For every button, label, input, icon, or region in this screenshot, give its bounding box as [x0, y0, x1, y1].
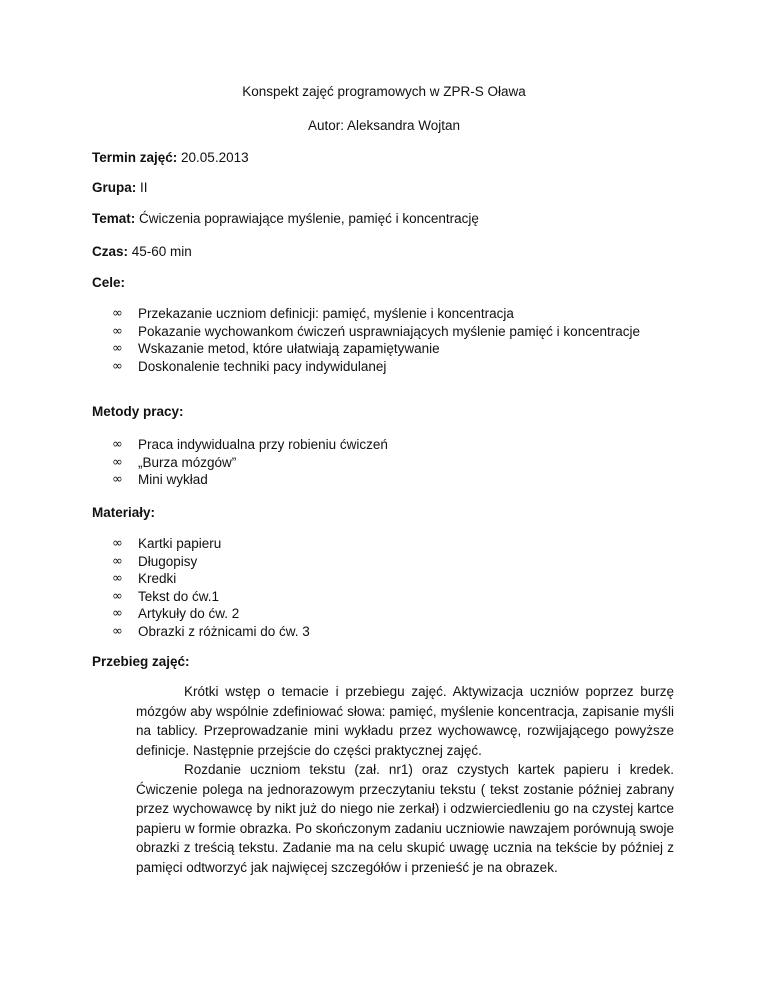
- list-item: ∞ Długopisy: [112, 553, 198, 569]
- materialy-heading: Materiały:: [92, 505, 156, 520]
- infinity-bullet-icon: ∞: [112, 623, 123, 639]
- list-item: ∞ Tekst do ćw.1: [112, 588, 220, 604]
- infinity-bullet-icon: ∞: [112, 588, 123, 604]
- metody-list: [112, 436, 388, 489]
- przebieg-heading: Przebieg zajęć:: [92, 654, 190, 669]
- infinity-bullet-icon: ∞: [112, 472, 123, 487]
- field-grupa: [92, 180, 148, 195]
- infinity-bullet-icon: ∞: [112, 536, 123, 551]
- field-temat-label: Temat:: [92, 211, 136, 226]
- cele-list: [112, 305, 640, 375]
- field-termin-label: Termin zajęć:: [92, 150, 178, 165]
- infinity-bullet-icon: ∞: [112, 454, 123, 470]
- infinity-bullet-icon: ∞: [112, 358, 123, 374]
- infinity-bullet-icon: ∞: [112, 437, 123, 452]
- field-temat: [92, 211, 479, 226]
- list-item: ∞ Pokazanie wychowankom ćwiczeń usprawniających myślenie pamięć i koncentracje: [112, 323, 640, 339]
- list-item: ∞ Doskonalenie techniki pacy indywidulanej: [112, 358, 387, 374]
- infinity-bullet-icon: ∞: [112, 606, 123, 621]
- list-item: ∞ Wskazanie metod, które ułatwiają zapamiętywanie: [112, 341, 440, 356]
- list-item: ∞ Praca indywidualna przy robieniu ćwiczeń: [112, 437, 388, 452]
- list-item: ∞ Mini wykład: [112, 472, 208, 487]
- infinity-bullet-icon: ∞: [112, 553, 123, 569]
- field-termin: [92, 150, 249, 165]
- field-grupa-label: Grupa:: [92, 180, 137, 195]
- field-grupa-value: II: [136, 180, 148, 195]
- document-title: Konspekt zajęć programowych w ZPR-S Oława: [242, 84, 526, 99]
- infinity-bullet-icon: ∞: [112, 571, 123, 586]
- list-item: ∞ Kartki papieru: [112, 536, 222, 551]
- list-item: ∞ Przekazanie uczniom definicji: pamięć, myślenie i koncentracja: [112, 306, 514, 321]
- document-author: Autor: Aleksandra Wojtan: [307, 118, 461, 133]
- cele-heading: Cele:: [92, 275, 126, 290]
- infinity-bullet-icon: ∞: [112, 323, 123, 339]
- list-item: ∞ Kredki: [112, 571, 177, 586]
- field-termin-value: 20.05.2013: [177, 150, 249, 165]
- przebieg-paragraph-2: Rozdanie uczniom tekstu (zał. nr1) oraz czystych kartek papieru i kredek. Ćwiczenie polega na jednorazowym przeczytaniu tekstu ( tekst zostanie później zabrany przez wychowawcę by nikt już do niego nie zerkał) i odzwierciedleniu go na czystej kartce papieru w formie obrazka. Po skończonym zadaniu uczniowie nawzajem porównują swoje obrazki z treścią tekstu. Zadanie ma na celu skupić uwagę ucznia na tekście by później z pamięci odtworzyć jak najwięcej szczegółów i przenieść je na obrazek.: [136, 762, 674, 875]
- field-czas-value: 45-60 min: [128, 244, 192, 259]
- list-item: ∞ „Burza mózgów”: [112, 454, 237, 470]
- infinity-bullet-icon: ∞: [112, 341, 123, 356]
- field-czas: [92, 244, 192, 259]
- infinity-bullet-icon: ∞: [112, 306, 123, 321]
- przebieg-paragraph-1: Krótki wstęp o temacie i przebiegu zajęć. Aktywizacja uczniów poprzez burzę mózgów aby wspólnie zdefiniować słowa: pamięć, myślenie koncentracja, zapisanie myśli na tablicy. Przeprowadzanie mini wykładu przez wychowawcę, rozwijającego powyższe definicje. Następnie przejście do części praktycznej zajęć.: [136, 684, 674, 758]
- list-item: ∞ Artykuły do ćw. 2: [112, 606, 240, 621]
- list-item: ∞ Obrazki z różnicami do ćw. 3: [112, 623, 310, 639]
- materialy-list: [112, 535, 310, 640]
- metody-heading: Metody pracy:: [92, 404, 184, 419]
- field-temat-value: Ćwiczenia poprawiające myślenie, pamięć i koncentrację: [135, 211, 479, 226]
- field-czas-label: Czas:: [92, 244, 129, 259]
